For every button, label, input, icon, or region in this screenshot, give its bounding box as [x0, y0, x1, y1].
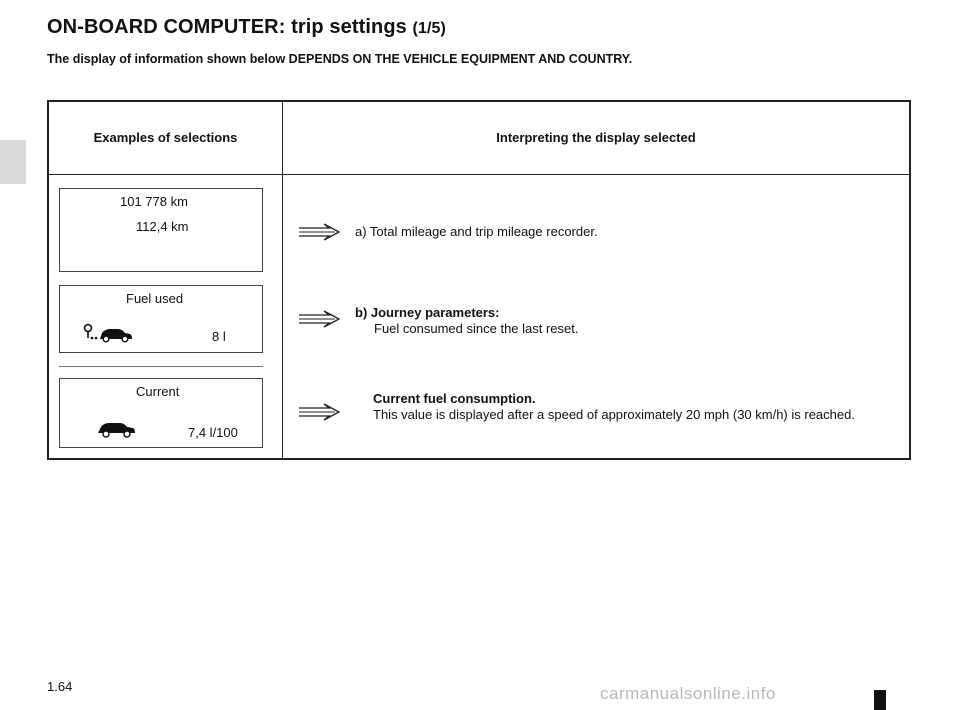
header-divider [49, 174, 909, 175]
arrow-icon [297, 403, 341, 421]
column-divider [282, 102, 283, 458]
mileage-display [59, 188, 263, 272]
column-header-interpretation: Interpreting the display selected [496, 130, 696, 145]
page-title [47, 16, 446, 39]
chapter-tab [0, 140, 26, 184]
description-c-text: This value is displayed after a speed of approximately 20 mph (30 km/h) is reached. [373, 407, 855, 422]
screen-separator [59, 366, 263, 367]
title-text: ON-BOARD COMPUTER: trip settings [47, 16, 407, 38]
corner-marker [874, 690, 886, 710]
selection-table [47, 100, 911, 460]
fuel-used-value: 8 l [212, 329, 226, 344]
watermark: carmanualsonline.info [600, 684, 776, 703]
description-c [373, 391, 909, 423]
car-icon [96, 419, 136, 439]
title-part: (1/5) [412, 20, 446, 37]
description-b-text: Fuel consumed since the last reset. [374, 321, 579, 336]
current-value: 7,4 l/100 [188, 425, 238, 440]
current-label: Current [136, 384, 180, 399]
fuel-pump-car-icon [82, 322, 134, 344]
arrow-icon [297, 310, 341, 328]
description-b [355, 305, 579, 337]
description-c-title: Current fuel consumption. [373, 391, 536, 406]
column-header-examples: Examples of selections [93, 130, 238, 145]
current-consumption-display [59, 378, 263, 448]
total-mileage: 101 778 km [120, 194, 188, 209]
arrow-icon [297, 223, 341, 241]
page-subtitle: The display of information shown below DEPENDS ON THE VEHICLE EQUIPMENT AND COUNTRY. [47, 52, 633, 66]
fuel-used-label: Fuel used [126, 291, 184, 306]
page-number: 1.64 [47, 679, 73, 694]
trip-mileage: 112,4 km [136, 219, 189, 234]
description-a: a) Total mileage and trip mileage recorder. [355, 224, 598, 239]
description-b-title: b) Journey parameters: [355, 305, 500, 320]
fuel-used-display [59, 285, 263, 353]
